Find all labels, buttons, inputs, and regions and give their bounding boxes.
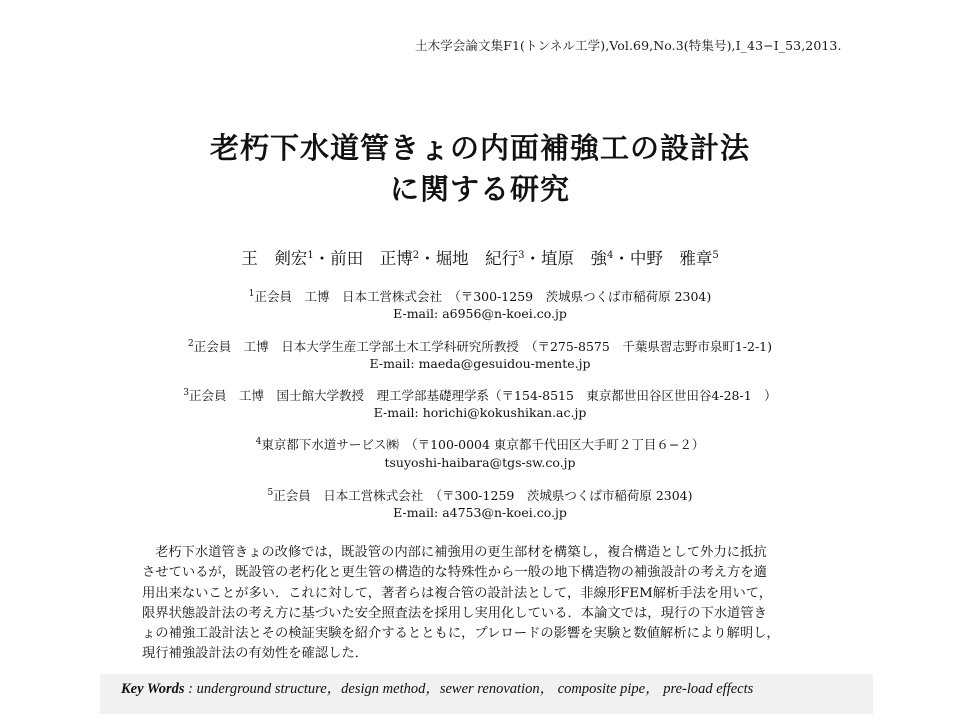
keywords-text: : underground structure，design method，sewer renovation， composite pipe， pre-load effects — [184, 681, 754, 697]
keywords-label: Key Words — [121, 681, 185, 697]
author-name: 前田 正博 — [330, 249, 413, 268]
abstract-line: ょの補強工設計法とその検証実験を紹介するとともに，プレロードの影響を実験と数値解析により解明し， — [142, 626, 780, 642]
affiliation-5 — [0, 486, 960, 504]
affiliation-email-3: E-mail: horichi@kokushikan.ac.jp — [373, 405, 587, 420]
affiliation-number: 1 — [248, 289, 255, 299]
affiliation-text: 正会員 日本工営株式会社 （〒300-1259 茨城県つくば市稲荷原 2304) — [273, 488, 693, 503]
affiliation-text: 正会員 工博 日本工営株式会社 （〒300-1259 茨城県つくば市稲荷原 2304) — [254, 289, 712, 304]
journal-citation: 土木学会論文集F1(トンネル工学),Vol.69,No.3(特集号),I_43−I_53,2013. — [415, 38, 842, 53]
author-list — [0, 245, 960, 269]
abstract-line: 現行補強設計法の有効性を確認した． — [142, 646, 369, 662]
author-name: 中野 雅章 — [629, 249, 713, 268]
affiliation-number: 2 — [187, 339, 194, 349]
affiliation-email-4: tsuyoshi-haibara@tgs-sw.co.jp — [384, 455, 576, 470]
abstract-line: させているが，既設管の老朽化と更生管の構造的な特殊性から一般の地下構造物の補強設計の考え方を適 — [142, 565, 767, 581]
affiliation-email-5: E-mail: a4753@n-koei.co.jp — [393, 505, 567, 520]
affiliation-email-2: E-mail: maeda@gesuidou-mente.jp — [369, 356, 591, 371]
author-affiliation-mark: 4 — [606, 250, 614, 261]
paper-title-line-2: に関する研究 — [389, 172, 570, 206]
author-affiliation-mark: 2 — [412, 250, 420, 261]
affiliation-2 — [0, 337, 960, 355]
affiliation-text: 正会員 工博 日本大学生産工学部土木工学科研究所教授 （〒275-8575 千葉県習志野市泉町1-2-1) — [193, 339, 773, 354]
affiliation-text: 正会員 工博 国士館大学教授 理工学部基礎理学系（〒154-8515 東京都世田谷区世田谷4-28-1 ） — [189, 388, 777, 403]
author-name: 堀地 紀行 — [435, 249, 519, 268]
affiliation-text: 東京都下水道サービス㈱ （〒100-0004 東京都千代田区大手町２丁目６−２） — [261, 437, 705, 452]
author-separator: ・ — [613, 249, 630, 268]
affiliation-3 — [0, 386, 960, 404]
author-name: 埴原 強 — [540, 249, 607, 268]
author-affiliation-mark: 1 — [307, 250, 314, 261]
author-name: 王 剣宏 — [241, 249, 308, 268]
affiliation-number: 3 — [183, 388, 190, 398]
abstract — [142, 543, 842, 665]
abstract-line: 老朽下水道管きょの改修では，既設管の内部に補強用の更生部材を構築し，複合構造として外力に抵抗 — [155, 545, 767, 560]
author-separator: ・ — [313, 249, 331, 268]
affiliation-email-1: E-mail: a6956@n-koei.co.jp — [393, 306, 567, 321]
abstract-line: 用出来ないことが多い．これに対して，著者らは複合管の設計法として，非線形FEM解析手法を用いて， — [142, 585, 773, 601]
affiliation-number: 4 — [255, 437, 262, 447]
abstract-line: 限界状態設計法の考え方に基づいた安全照査法を採用し実用化している．本論文では，現行の下水道管き — [142, 605, 767, 621]
keywords-box — [100, 674, 873, 714]
author-separator: ・ — [419, 249, 436, 268]
paper-title-line-1: 老朽下水道管きょの内面補強工の設計法 — [209, 131, 750, 165]
affiliation-1 — [0, 287, 960, 305]
affiliation-4 — [0, 435, 960, 453]
author-affiliation-mark: 5 — [712, 250, 719, 261]
author-separator: ・ — [524, 249, 541, 268]
author-affiliation-mark: 3 — [518, 250, 525, 261]
affiliation-number: 5 — [267, 488, 274, 498]
